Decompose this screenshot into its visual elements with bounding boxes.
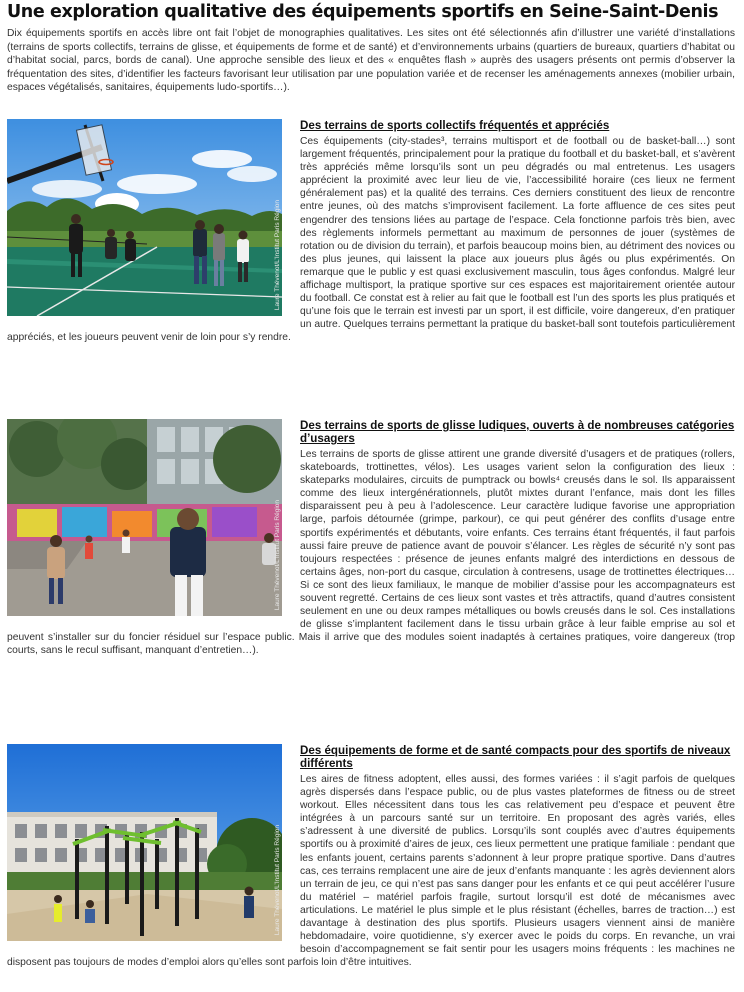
intro-paragraph: Dix équipements sportifs en accès libre ont fait l’objet de monographies qualitatives. Les sites ont été sélectionnés afin d’illustrer une variété d’installations (terrains de sports collectifs, terrains de glisse, et équipements de forme et de santé) et d’environnements urbains (quartiers de bureaux, quartiers d’habitat ou d’habitat social, parcs, bords de canal). Une approche sensible des lieux et des « enquêtes flash » auprès des usagers présents ont permis d’observer la fréquentation des sites, d’identifier les facteurs favorisant leur utilisation par une population variée et de recenser les aménagements annexes (mobilier urbain, espaces végétalisés, sanitaires, équipements ludo-sportifs…). bbox=[7, 28, 735, 94]
section-text: Les terrains de sports de glisse attirent une grande diversité d’usagers et de pratiques (rollers, skateboards, trottinettes, vélos). Les usages varient selon la configuration des lieux : skateparks modulaires, circuits de pumptrack ou bowls⁴ creusés dans le sol. Ils apparaissent comme des lieux intergénérationnels, plutôt mixtes durant l’enfance, mais dont les filles disparaissent peu à peu à l’adolescence. Leur caractère ludique favorise une appropriation large, parfois détournée (grimpe, parkour), ce qui peut générer des conflits d’usage entre sportifs expérimentés et débutants, voire enfants. Ces terrains étant fréquentés, il faut parfois aussi faire preuve de patience avant de pouvoir s’élancer. Les règles de sécurité n’y sont pas toujours respectées : présence de jeunes enfants malgré des interdictions en dessous de certains âges, non-port du casque, circulation à contresens, usage de trottinettes électriques… Si ce sont des lieux familiaux, le manque de mobilier d’assise pour les accompagnateurs est souvent regretté. Certains de ces lieux sont vastes et très attractifs, quand d’autres consistent seulement en une ou deux rampes métalliques ou bowls creusés dans le sol. Ces installations de glisse s’implantent facilement dans le tissu urbain grâce à leur faible emprise au sol et peuvent s’installer sur du foncier résiduel sur l’espace public. Mais il arrive que des modules soient inadaptés à certaines pratiques, voire dangereux (trop courts, sans le recul suffisant, manquant d’entretien…). bbox=[7, 449, 735, 657]
page-title: Une exploration qualitative des équipements sportifs en Seine-Saint-Denis bbox=[7, 2, 719, 22]
section-heading: Des terrains de sports collectifs fréquentés et appréciés bbox=[300, 119, 610, 132]
photo-credit: Laure Thévenot/L’Institut Paris Région bbox=[274, 499, 281, 610]
section-fitness bbox=[7, 744, 735, 969]
photo-basketball-court bbox=[7, 119, 282, 316]
skatepark-image bbox=[7, 419, 282, 616]
section-skate-sports bbox=[7, 419, 735, 658]
fitness-area-image bbox=[7, 744, 282, 941]
basketball-court-image bbox=[7, 119, 282, 316]
photo-fitness-area bbox=[7, 744, 282, 941]
photo-credit: Laure Thévenot/L’Institut Paris Région bbox=[274, 199, 281, 310]
photo-skatepark bbox=[7, 419, 282, 616]
section-heading: Des terrains de sports de glisse ludiques, ouverts à de nombreuses catégories d’usagers bbox=[300, 419, 735, 445]
photo-credit: Laure Thévenot/L’Institut Paris Région bbox=[274, 824, 281, 935]
section-text: Ces équipements (city-stades³, terrains multisport et de football ou de basket-ball…) sont largement fréquentés, principalement pour la pratique du football et du basket-ball, et s’avèrent très appréciés même lorsqu’ils sont un peu dégradés ou mal entretenus. Les usagers apprécient la proximité avec leur lieu de vie, l’accessibilité horaire (ces lieux ne ferment généralement pas) et la qualité des terrains. Ces derniers constituent des lieux de rencontre entre jeunes, où des matchs s’improvisent facilement. La forte affluence de ces sites peut engendrer des tensions liées au partage de l’espace. Cela fonctionne parfois très bien, avec des règlements informels permettant au maximum de personnes de jouer (systèmes de rotation ou de division du terrain), et parfois beaucoup moins bien, au détriment des novices ou des plus jeunes, qui laissent la place aux joueurs plus âgés ou plus expérimentés. On remarque que le public y est quasi exclusivement masculin, tous âges confondus. Malgré leur affichage multisport, la pratique sportive sur ces espaces est majoritairement orientée autour du football. Ce constat est à relier au fait que le football est l’un des sports les plus pratiqués et qu’une fois que le terrain est investi par un sport, il est difficile, voire dangereux, d’en pratiquer un autre. Quelques terrains permettant la pratique du basket-ball sont toutefois particulièrement appréciés, et les joueurs peuvent venir de loin pour s’y rendre. bbox=[7, 136, 736, 344]
section-text: Les aires de fitness adoptent, elles aussi, des formes variées : il s’agit parfois de quelques agrès dispersés dans l’espace public, ou de plus vastes plateformes de fitness ou de street workout. Elles nécessitent dans tous les cas relativement peu d’espace et peuvent être intégrées à un parcours santé sur un territoire. En proposant des agrès variés, elles s’adressent à une diversité de publics. Lorsqu’ils sont couplés avec d’autres équipements sportifs ou à proximité d’aires de jeux, ces lieux permettent une pratique familiale : pendant que les enfants jouent, certains parents s’adonnent à leur propre pratique sportive. Dans d’autres cas, ces terrains remplacent une aire de jeux d’enfants manquante : les agrès deviennent alors un terrain de jeu, ce qui n’est pas sans danger pour les enfants et ce qui peut accélérer l’usure du matériel – matériel parfois fragile, surtout lorsqu’il est doté de mécanismes avec articulations. Le matériel le plus simple et le plus résistant (échelles, barres de traction…) est davantage à destination des plus sportifs. Plusieurs usagers viennent ainsi de manière hebdomadaire, voire quotidienne, s’y exercer avec le poids du corps. En revanche, un vrai besoin d’accompagnement se fait sentir pour les usagers moins fréquents : les machines ne disposent pas toujours de modes d’emploi alors qu’elles sont parfois loin d’être intuitives. bbox=[7, 774, 735, 969]
section-heading: Des équipements de forme et de santé compacts pour des sportifs de niveaux différents bbox=[300, 744, 731, 770]
section-collective-sports bbox=[7, 119, 735, 345]
